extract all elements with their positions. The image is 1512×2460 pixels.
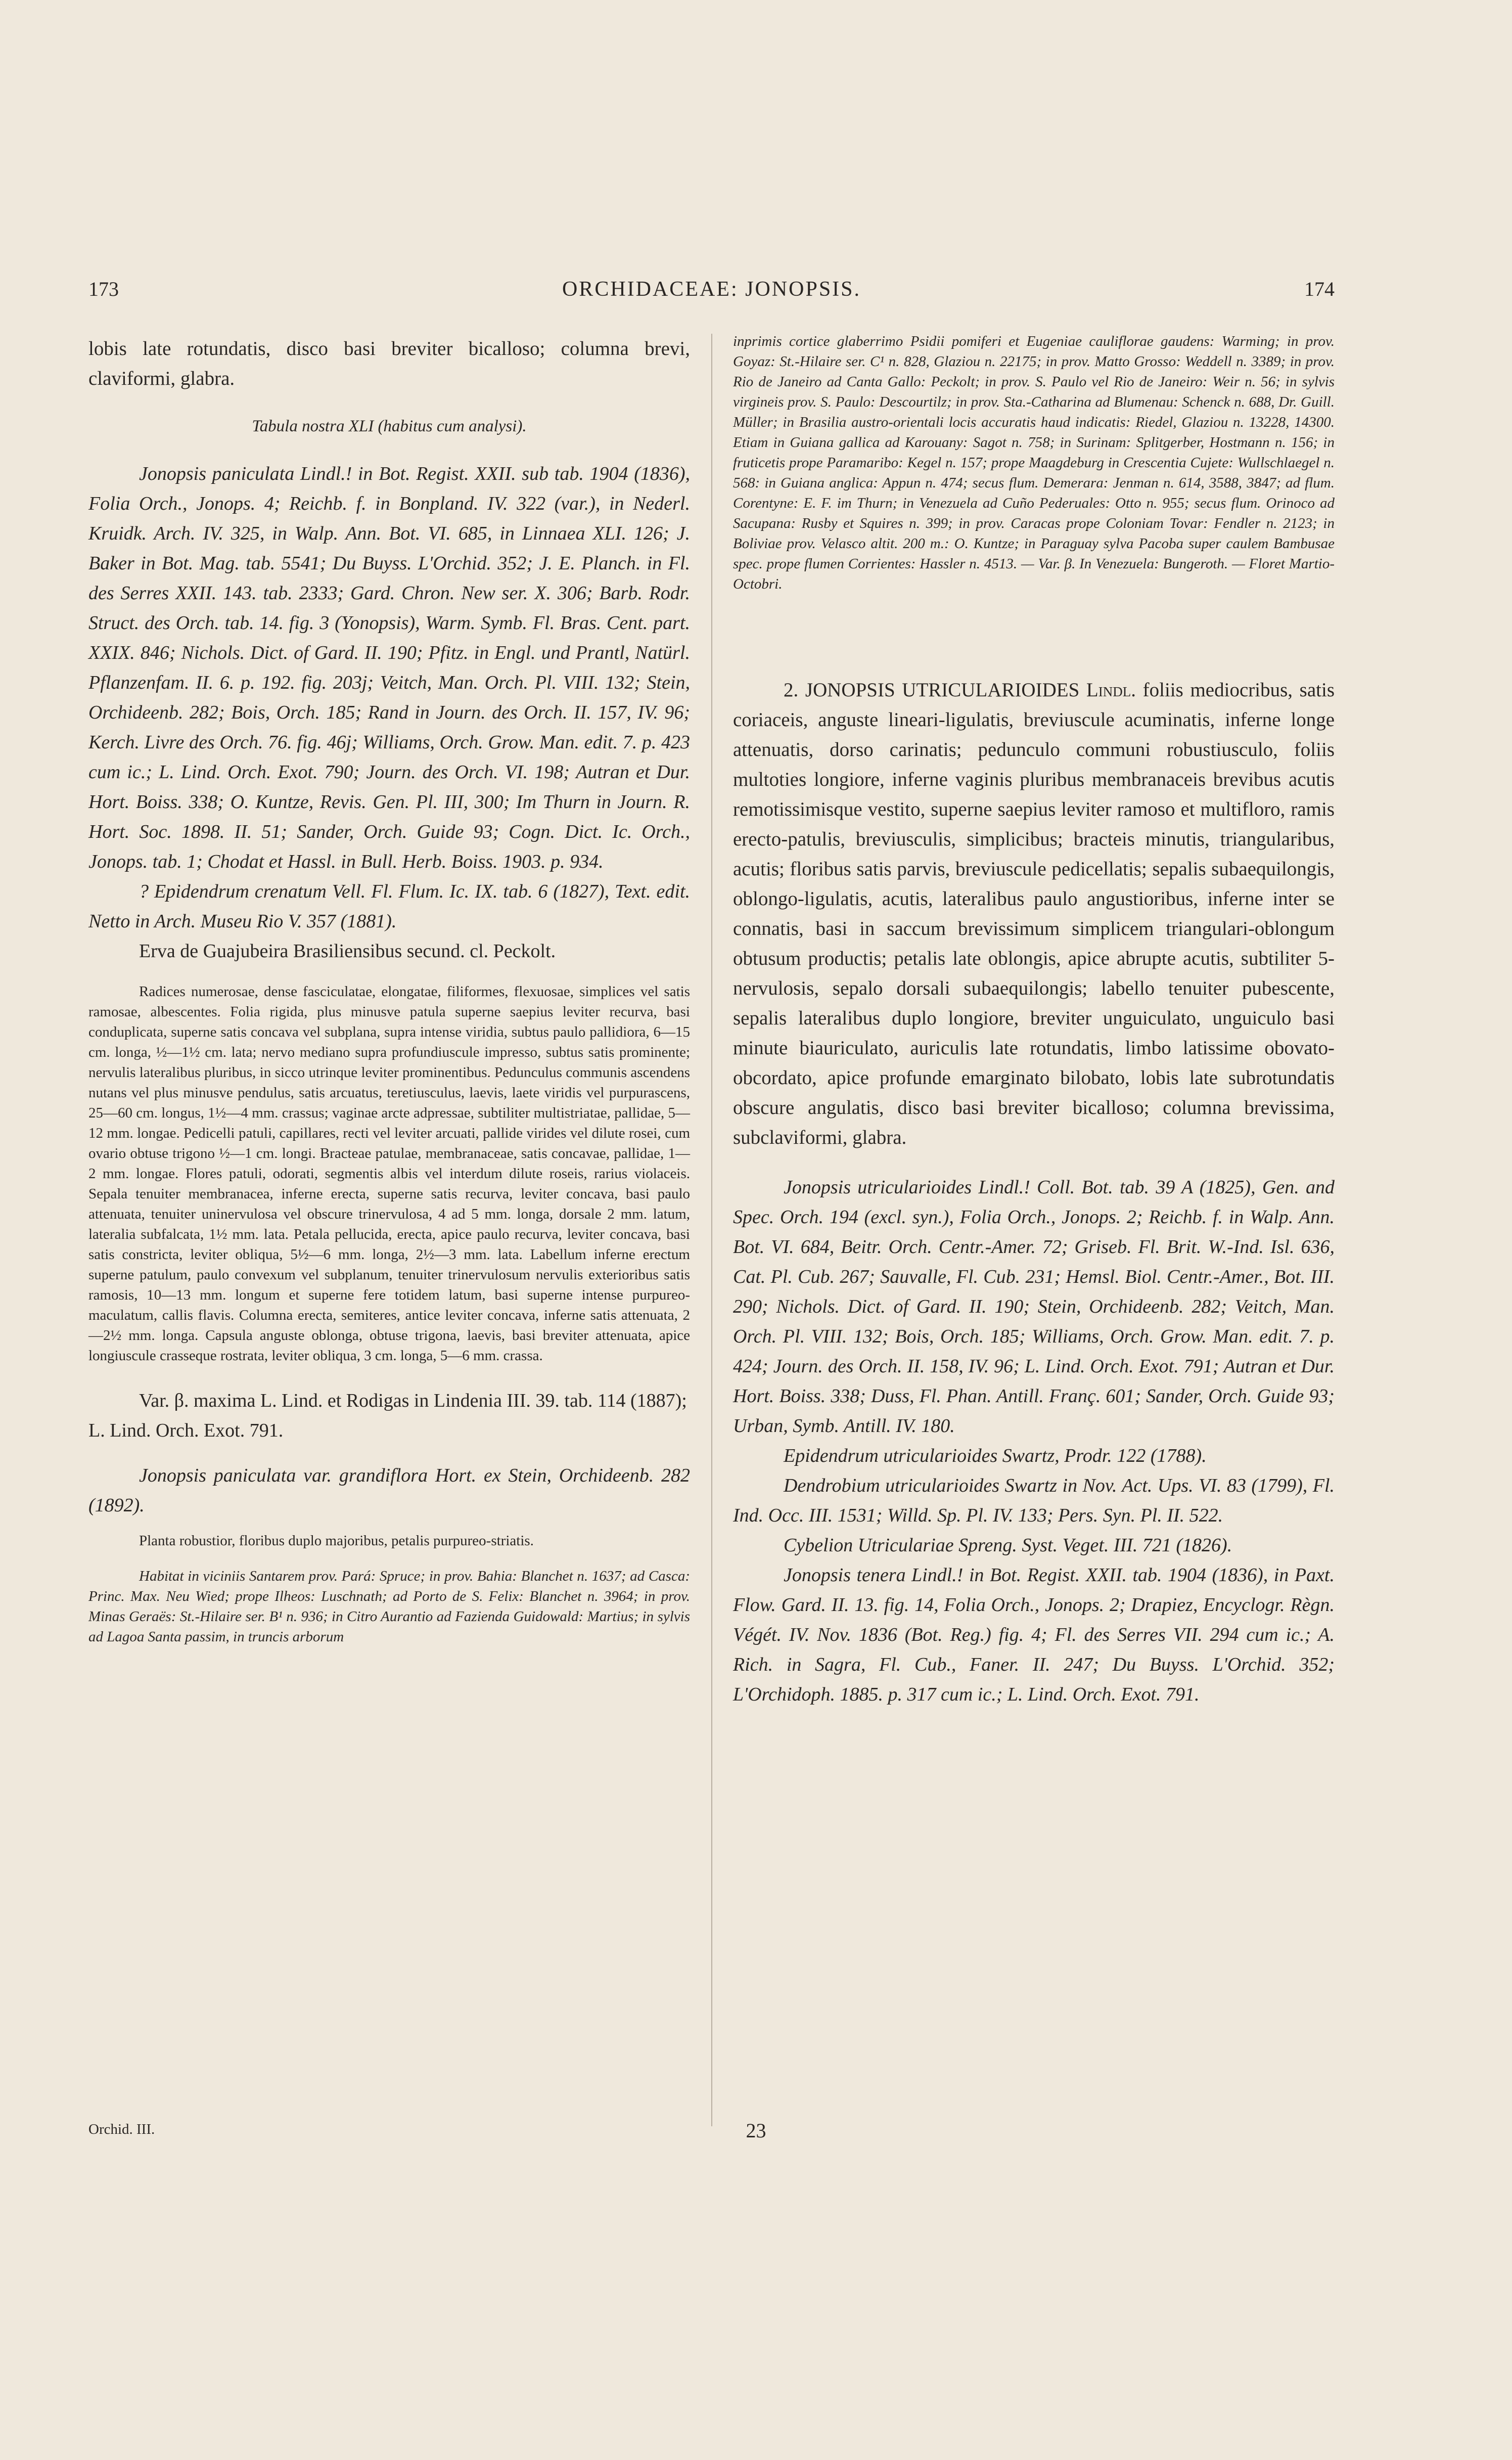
- habitat-continuation: inprimis cortice glaberrimo Psidii pomiferi et Eugeniae cauliflorae gaudens: Warming; in prov. Goyaz: St.-Hilaire ser. C¹ n. 828, Glaziou n. 22175; in prov. Matto Grosso: Weddell n. 3389; in prov. Rio de Janeiro ad Canta Gallo: Peckolt; in prov. S. Paulo vel Rio de Janeiro: Weir n. 56; in sylvis virgineis prov. S. Paulo: Descourtilz; in prov. Sta.-Catharina ad Blumenau: Schenck n. 688, Dr. Guill. Müller; in Brasilia austro-orientali locis accuratis haud indicatis: Riedel, Glaziou n. 13228, 14300. Etiam in Guiana gallica ad Karouany: Sagot n. 758; in Surinam: Splitgerber, Hostmann n. 156; in fruticetis prope Paramaribo: Kegel n. 157; prope Maagdeburg in Crescentia Cujete: Wullschlaegel n. 568: in Guiana anglica: Appun n. 474; secus flum. Demerara: Jenman n. 614, 3588, 3847; ad flum. Corentyne: E. F. im Thurn; in Venezuela ad Cuño Pederuales: Otto n. 955; secus flum. Orinoco ad Sacupana: Rusby et Squires n. 399; in prov. Caracas prope Coloniam Tovar: Fendler n. 2123; in Boliviae prov. Velasco altit. 200 m.: O. Kuntze; in Paraguay sylva Pacoba super caulem Bambusae spec. prope flumen Corrientes: Hassler n. 4513. — Var. β. In Venezuela: Bungeroth. — Floret Martio-Octobri.: [733, 333, 1335, 592]
- tabula-note: Tabula nostra XLI (habitus cum analysi).: [252, 417, 527, 435]
- synonymy-paniculata: Jonopsis paniculata Lindl.! in Bot. Regist. XXII. sub tab. 1904 (1836), Folia Orch., Jonops. 4; Reichb. f. in Bonpland. IV. 322 (var.), in Nederl. Kruidk. Arch. IV. 325, in Walp. Ann. Bot. VI. 685, in Linnaea XLI. 126; J. Baker in Bot. Mag. tab. 5541; Du Buyss. L'Orchid. 352; J. E. Planch. in Fl. des Serres XXII. 143. tab. 2333; Gard. Chron. New ser. X. 306; Barb. Rodr. Struct. des Orch. tab. 14. fig. 3 (Yonopsis), Warm. Symb. Fl. Bras. Cent. part. XXIX. 846; Nichols. Dict. of Gard. II. 190; Pfitz. in Engl. und Prantl, Natürl. Pflanzenfam. II. 6. p. 192. fig. 203j; Veitch, Man. Orch. Pl. VIII. 132; Stein, Orchideenb. 282; Bois, Orch. 185; Rand in Journ. des Orch. II. 157, IV. 96; Kerch. Livre des Orch. 76. fig. 46j; Williams, Orch. Grow. Man. edit. 7. p. 423 cum ic.; L. Lind. Orch. Exot. 790; Journ. des Orch. VI. 198; Autran et Dur. Hort. Boiss. 338; O. Kuntze, Revis. Gen. Pl. III, 300; Im Thurn in Journ. R. Hort. Soc. 1898. II. 51; Sander, Orch. Guide 93; Cogn. Dict. Ic. Orch., Jonops. tab. 1; Chodat et Hassl. in Bull. Herb. Boiss. 1903. p. 934.: [88, 463, 690, 872]
- variety-maxima: Var. β. maxima L. Lind. et Rodigas in Lindenia III. 39. tab. 114 (1887); L. Lind. Orch. Exot. 791.: [88, 1390, 687, 1441]
- left-column: [88, 334, 690, 1647]
- species-diagnosis: foliis mediocribus, satis coriaceis, anguste lineari-ligulatis, breviuscule acuminatis, inferne longe attenuatis, dorso carinatis; pedunculo communi robustiusculo, foliis multoties longiore, inferne vaginis pluribus membranaceis brevibus acutis remotissimisque vestito, superne saepius leviter ramoso et multifloro, ramis erecto-patulis, breviusculis, simplicibus; bracteis minutis, triangularibus, acutis; floribus satis parvis, breviuscule pedicellatis; sepalis subaequilongis, oblongo-ligulatis, acutis, lateralibus paulo angustioribus, inferne inter se connatis, basi in saccum brevissimum simplicem triangulari-oblongum obtusum productis; petalis late oblongis, apice abrupte acutis, subtiliter 5-nervulosis, sepalo dorsali subaequilongis; labello tenuiter pubescente, sepalis lateralibus duplo longiore, breviter unguiculato, unguiculo basi minute biauriculato, auriculis late rotundatis, limbo latissime obovato-obcordato, apice profunde emarginato bilobato, lobis late subrotundatis obscure angulatis, disco basi breviter bicalloso; columna brevissima, subclaviformi, glabra.: [733, 679, 1335, 1148]
- species-heading: 2. JONOPSIS UTRICULARIOIDES Lindl.: [784, 679, 1136, 701]
- footer-signature: 23: [746, 2119, 766, 2142]
- description-paragraph: Radices numerosae, dense fasciculatae, elongatae, filiformes, flexuosae, simplices vel satis ramosae, albescentes. Folia rigida, plus minusve patula superne saepius leviter recurva, basi conduplicata, superne satis concava vel subplana, supra intense viridia, subtus paulo pallidiora, 6—15 cm. longa, ½—1½ cm. lata; nervo mediano supra profundiuscule impresso, subtus satis prominente; nervulis lateralibus pluribus, in sicco utrinque leviter prominentibus. Pedunculus communis ascendens nutans vel plus minusve pendulus, satis arcuatus, teretiusculus, laevis, laete viridis vel purpurascens, 25—60 cm. longus, 1½—4 mm. crassus; vaginae arcte adpressae, subtiliter multistriatae, pallidae, 5—12 mm. longae. Pedicelli patuli, capillares, recti vel leviter arcuati, pallide virides vel dilute rosei, cum ovario obtuse trigono ½—1 cm. longi. Bracteae patulae, membranaceae, satis concavae, pallidae, 1—2 mm. longae. Flores patuli, odorati, segmentis albis vel interdum dilute roseis, rarius violaceis. Sepala tenuiter membranacea, inferne erecta, superne satis recurva, leviter concava, basi paulo attenuata, tenuiter uninervulosa vel obscure trinervulosa, 4 ad 5 mm. longa, dorsale 2 mm. latum, lateralia subfalcata, 1½ mm. lata. Petala pellucida, erecta, apice paulo recurva, leviter concava, basi satis constricta, leviter obliqua, 5½—6 mm. longa, 2½—3 mm. lata. Labellum inferne erectum superne patulum, paulo convexum vel subplanum, tenuiter trinervulosum nervulis exterioribus satis ramosis, 10—13 mm. longum et superne fere totidem latum, basi superne intense purpureo-maculatum, callis flavis. Columna erecta, semiteres, antice leviter concava, inferne satis attenuata, 2—2½ mm. longa. Capsula anguste oblonga, obtuse trigona, laevis, basi breviter attenuata, apice longiuscule crasseque rostrata, leviter obliqua, 3 cm. longa, 5—6 mm. crassa.: [88, 983, 690, 1364]
- habitat-paragraph: Habitat in viciniis Santarem prov. Pará: Spruce; in prov. Bahia: Blanchet n. 1637; ad Casca: Princ. Max. Neu Wied; prope Ilheos: Luschnath; ad Porto de S. Felix: Blanchet n. 3964; in prov. Minas Geraës: St.-Hilaire ser. B¹ n. 936; in Citro Aurantio ad Fazienda Guidowald: Martius; in sylvis ad Lagoa Santa passim, in truncis arborum: [88, 1568, 690, 1645]
- right-column: [733, 331, 1335, 1710]
- synonymy-jonopsis-tenera: Jonopsis tenera Lindl.! in Bot. Regist. XXII. tab. 1904 (1836), in Paxt. Flow. Gard. II. 13. fig. 14, Folia Orch., Jonops. 2; Drapiez, Encyclogr. Règn. Végét. IV. Nov. 1836 (Bot. Reg.) fig. 4; Fl. des Serres VII. 294 cum ic.; A. Rich. in Sagra, Fl. Cub., Faner. II. 247; Du Buyss. L'Orchid. 352; L'Orchidoph. 1885. p. 317 cum ic.; L. Lind. Orch. Exot. 791.: [733, 1564, 1335, 1705]
- running-title: ORCHIDACEAE: JONOPSIS.: [562, 278, 861, 301]
- vernacular-name: Erva de Guajubeira Brasiliensibus secund. cl. Peckolt.: [139, 941, 556, 962]
- footer-volume: Orchid. III.: [88, 2121, 155, 2137]
- column-divider: [711, 334, 712, 2126]
- synonymy-dendrobium: Dendrobium utricularioides Swartz in Nov. Act. Ups. VI. 83 (1799), Fl. Ind. Occ. III. 1531; Willd. Sp. Pl. IV. 133; Pers. Syn. Pl. II. 522.: [733, 1475, 1335, 1526]
- synonymy-cybelion: Cybelion Utriculariae Spreng. Syst. Veget. III. 721 (1826).: [784, 1535, 1232, 1556]
- page-number-right: 174: [1304, 278, 1335, 300]
- synonymy-epidendrum-crenatum: ? Epidendrum crenatum Vell. Fl. Flum. Ic. IX. tab. 6 (1827), Text. edit. Netto in Arch. Museu Rio V. 357 (1881).: [88, 881, 690, 932]
- synonymy-utricularioides: Jonopsis utricularioides Lindl.! Coll. Bot. tab. 39 A (1825), Gen. and Spec. Orch. 194 (excl. syn.), Folia Orch., Jonops. 2; Reichb. f. in Walp. Ann. Bot. VI. 684, Beitr. Orch. Centr.-Amer. 72; Griseb. Fl. Brit. W.-Ind. Isl. 636, Cat. Pl. Cub. 267; Sauvalle, Fl. Cub. 231; Hemsl. Biol. Centr.-Amer., Bot. III. 290; Nichols. Dict. of Gard. II. 190; Stein, Orchideenb. 282; Veitch, Man. Orch. Pl. VIII. 132; Bois, Orch. 185; Williams, Orch. Grow. Man. edit. 7. p. 424; Journ. des Orch. II. 158, IV. 96; L. Lind. Orch. Exot. 791; Autran et Dur. Hort. Boiss. 338; Duss, Fl. Phan. Antill. Franç. 601; Sander, Orch. Guide 93; Urban, Symb. Antill. IV. 180.: [733, 1177, 1335, 1437]
- diagnosis-end: lobis late rotundatis, disco basi breviter bicalloso; columna brevi, claviformi, glabra.: [88, 338, 690, 389]
- page-header: [88, 277, 1335, 312]
- synonymy-epidendrum: Epidendrum utricularioides Swartz, Prodr. 122 (1788).: [784, 1445, 1207, 1466]
- page-number-left: 173: [88, 278, 119, 300]
- variety-description: Planta robustior, floribus duplo majoribus, petalis purpureo-striatis.: [139, 1533, 534, 1549]
- variety-synonym: Jonopsis paniculata var. grandiflora Hort. ex Stein, Orchideenb. 282 (1892).: [88, 1465, 690, 1516]
